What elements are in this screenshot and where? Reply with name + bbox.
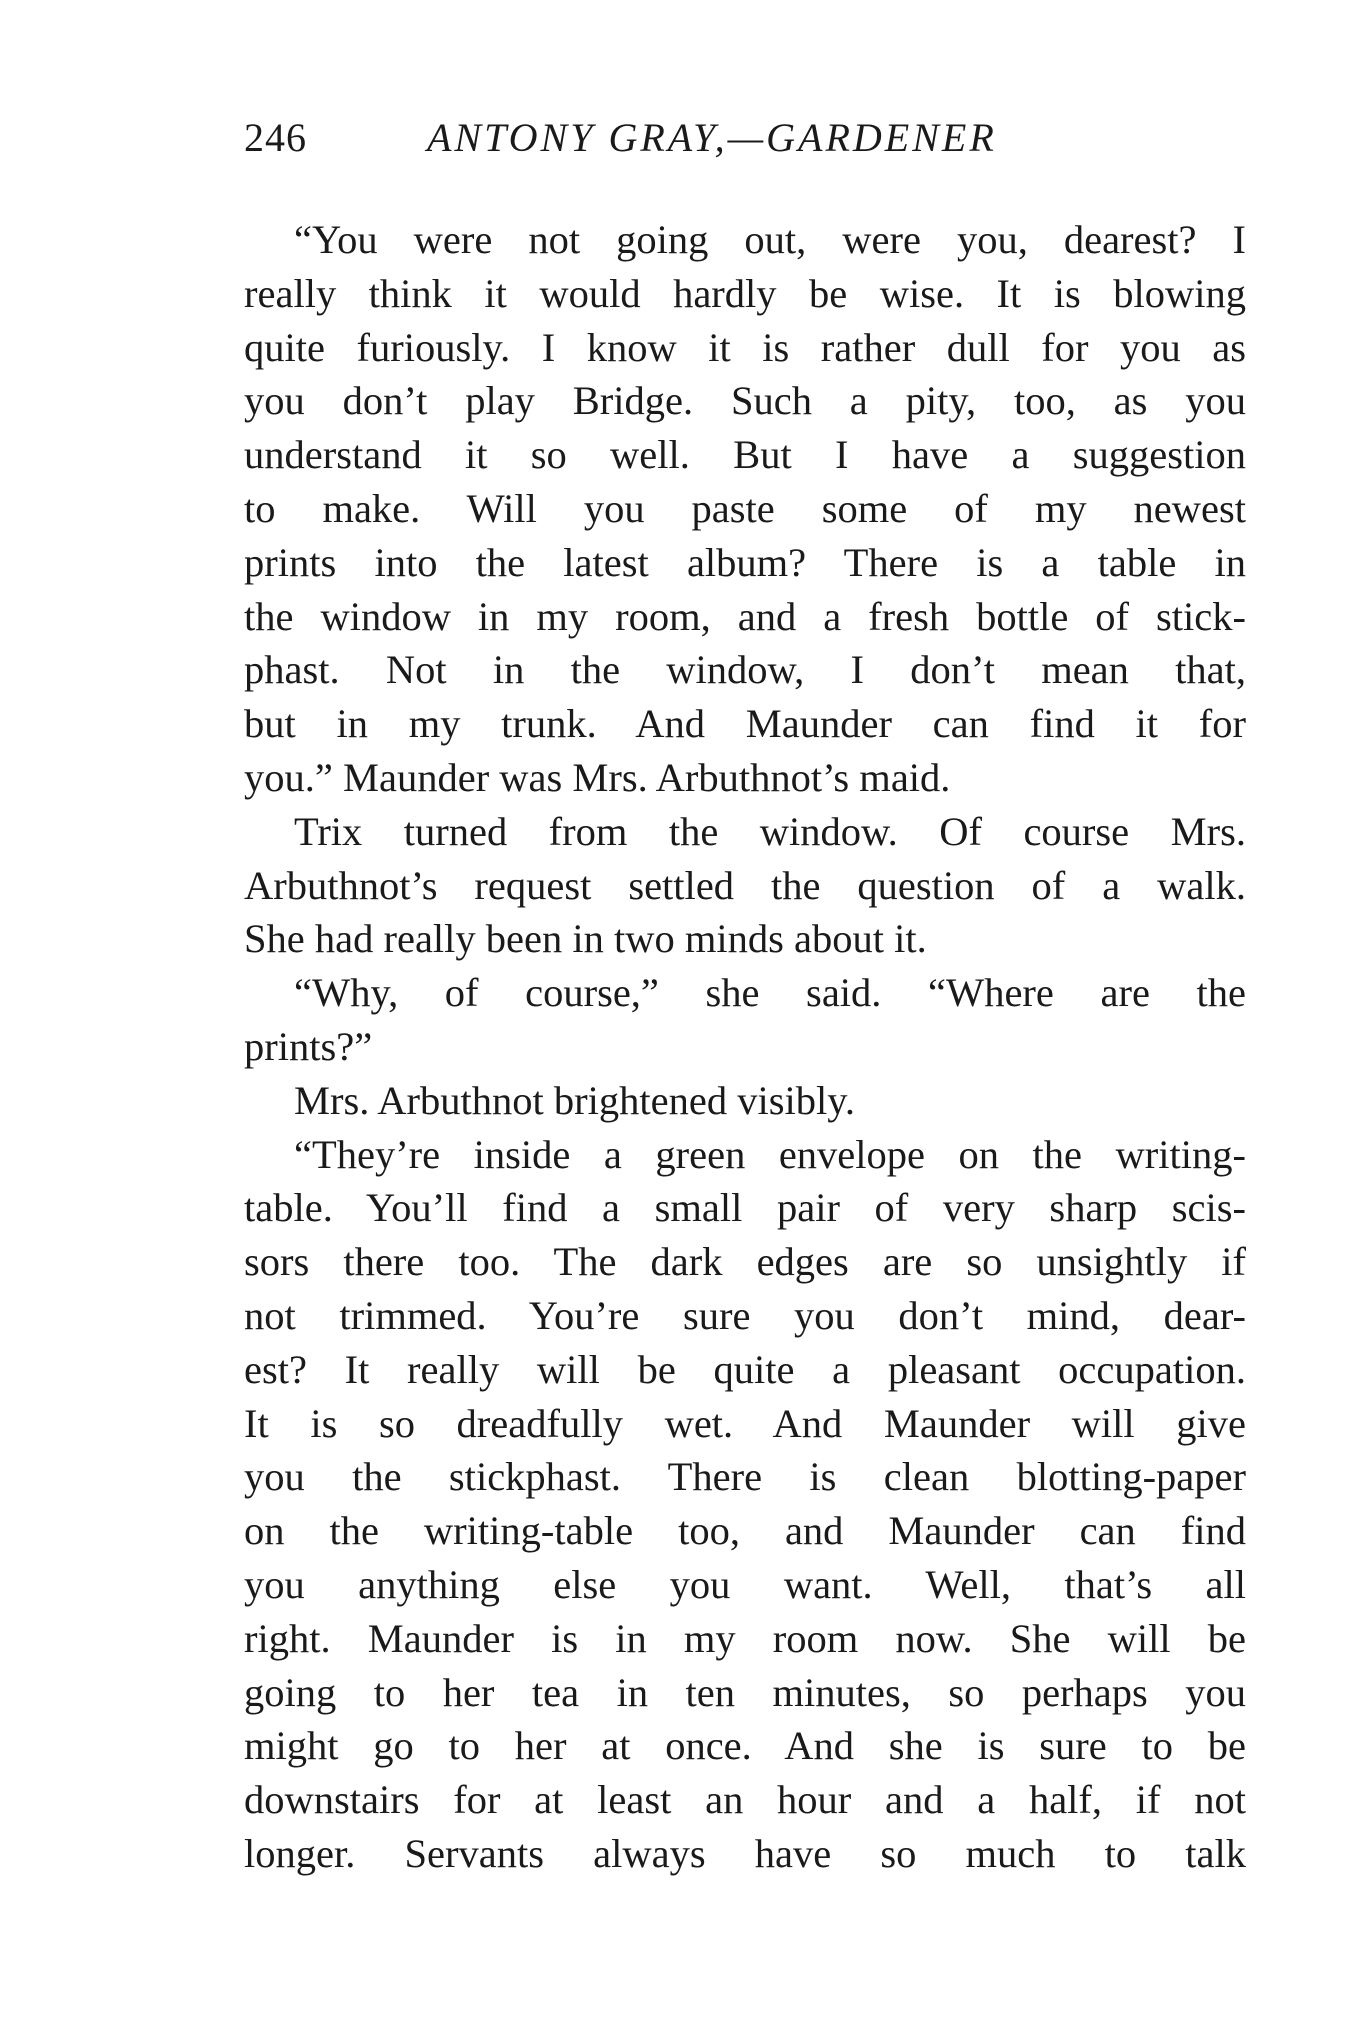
text-line: quite furiously. I know it is rather dull for you as [244, 324, 1246, 370]
text-line: table. You’ll find a small pair of very sharp scis- [244, 1185, 1246, 1231]
text-line: you the stickphast. There is clean blotting-paper [244, 1454, 1246, 1500]
text-line: prints?” [244, 1023, 373, 1069]
text-line: not trimmed. You’re sure you don’t mind, dear- [244, 1292, 1246, 1338]
text-line: Mrs. Arbuthnot brightened visibly. [294, 1077, 855, 1123]
text-line: you anything else you want. Well, that’s all [244, 1561, 1246, 1607]
text-line: It is so dreadfully wet. And Maunder will give [244, 1400, 1246, 1446]
text-line: prints into the latest album? There is a table in [244, 539, 1246, 585]
text-line: “They’re inside a green envelope on the writing- [294, 1131, 1246, 1177]
text-line: you don’t play Bridge. Such a pity, too, as you [244, 378, 1246, 424]
text-line: really think it would hardly be wise. It is blowing [244, 270, 1246, 316]
body-text [244, 213, 1246, 1881]
text-line: Trix turned from the window. Of course Mrs. [294, 808, 1246, 854]
text-line: downstairs for at least an hour and a half, if not [244, 1777, 1246, 1823]
text-line: She had really been in two minds about it. [244, 916, 927, 962]
text-line: on the writing-table too, and Maunder can find [244, 1508, 1246, 1554]
text-line: but in my trunk. And Maunder can find it for [244, 701, 1246, 747]
page-number: 246 [244, 115, 307, 160]
text-line: sors there too. The dark edges are so unsightly if [244, 1239, 1246, 1285]
text-line: “Why, of course,” she said. “Where are the [294, 970, 1246, 1016]
text-line: the window in my room, and a fresh bottle of stick- [244, 593, 1246, 639]
text-line: Arbuthnot’s request settled the question of a walk. [244, 862, 1246, 908]
text-line: est? It really will be quite a pleasant occupation. [244, 1346, 1246, 1392]
running-title: ANTONY GRAY,—GARDENER [427, 115, 997, 160]
text-line: right. Maunder is in my room now. She will be [244, 1615, 1246, 1661]
text-line: going to her tea in ten minutes, so perhaps you [244, 1669, 1246, 1715]
text-line: understand it so well. But I have a suggestion [244, 432, 1246, 478]
running-head [244, 108, 1246, 168]
text-line: phast. Not in the window, I don’t mean that, [244, 647, 1246, 693]
text-line: you.” Maunder was Mrs. Arbuthnot’s maid. [244, 754, 951, 800]
text-line: might go to her at once. And she is sure to be [244, 1723, 1246, 1769]
text-line: longer. Servants always have so much to talk [244, 1830, 1246, 1876]
text-line: “You were not going out, were you, dearest? I [294, 217, 1246, 262]
text-line: to make. Will you paste some of my newest [244, 485, 1246, 531]
